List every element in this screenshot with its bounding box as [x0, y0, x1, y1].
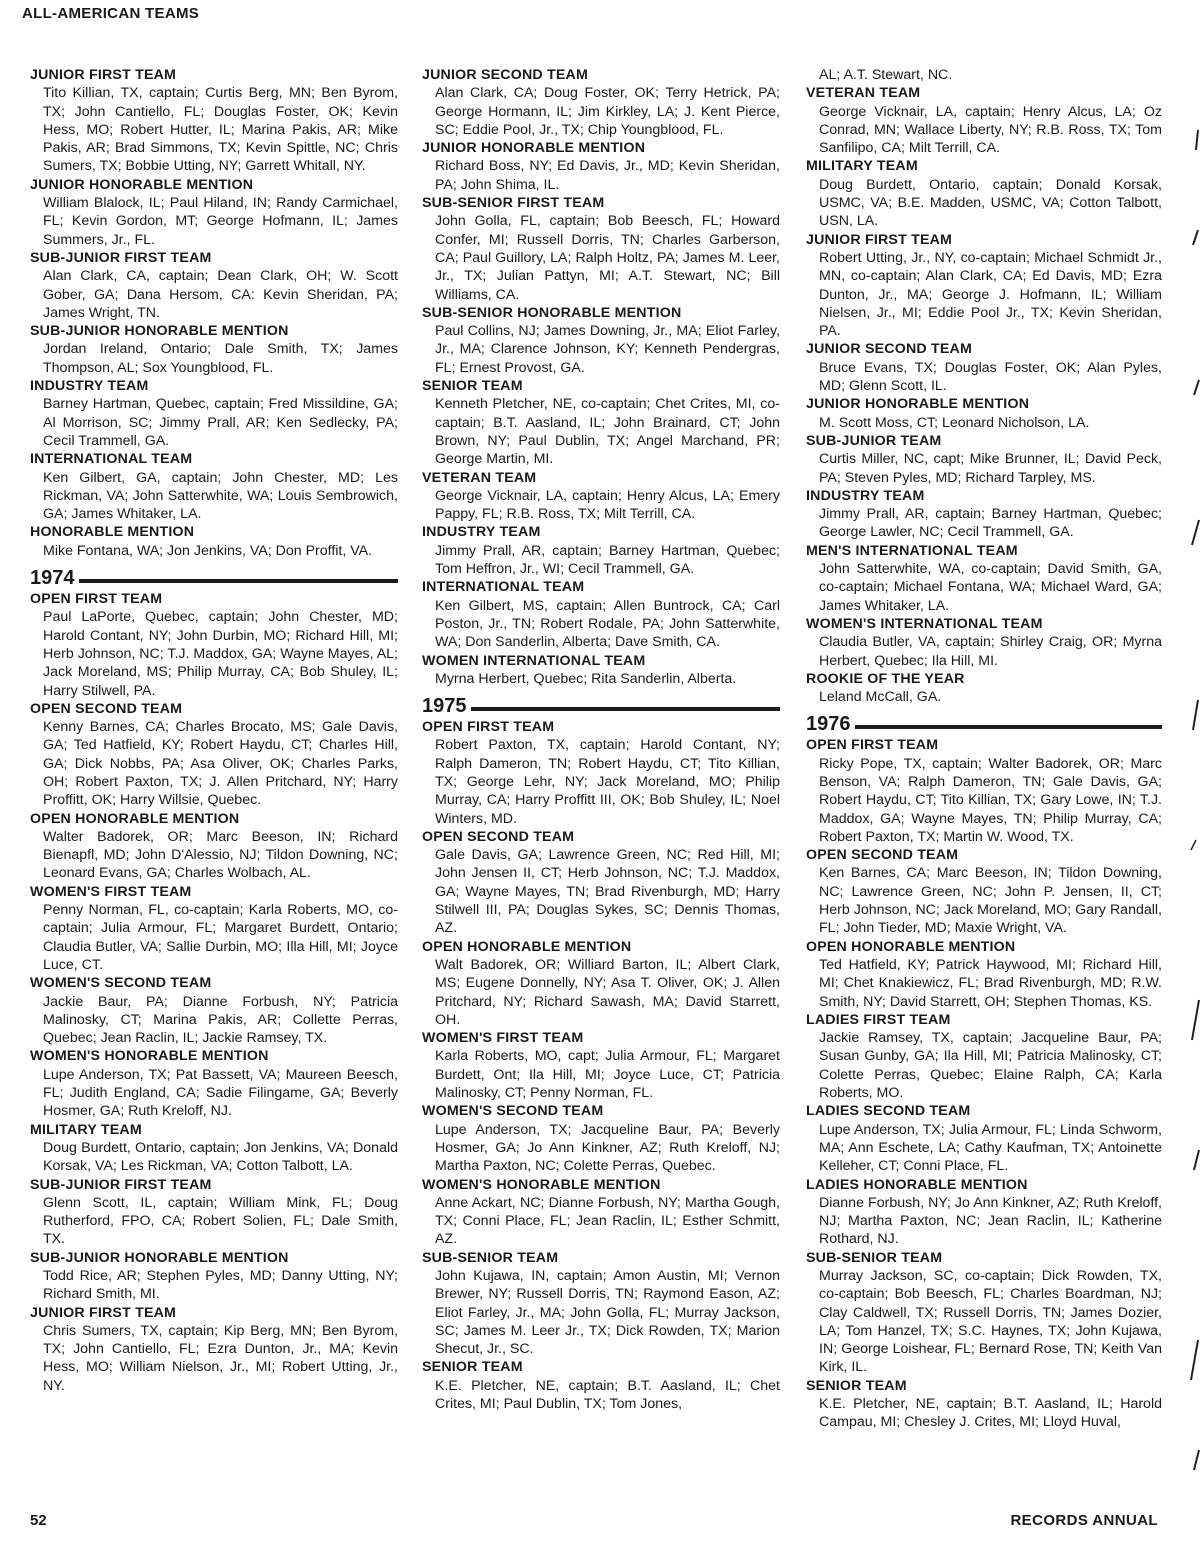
team-members: Anne Ackart, NC; Dianne Forbush, NY; Martha Gough, TX; Conni Place, FL; Jean Raclin, IL; Esther Schmitt, AZ.: [435, 1194, 780, 1248]
year-label: 1975: [422, 695, 467, 718]
team-members: Richard Boss, NY; Ed Davis, Jr., MD; Kevin Sheridan, PA; John Shima, IL.: [435, 158, 780, 193]
team-members: George Vicknair, LA, captain; Henry Alcus, LA; Oz Conrad, MN; Wallace Liberty, NY; R.B. Ross, TX; Tom Sanfilipo, CA; Milt Terrill, CA.: [819, 103, 1162, 157]
team-members: Ted Hatfield, KY; Patrick Haywood, MI; Richard Hill, MI; Chet Knakiewicz, FL; Brad Rivenburgh, MD; R.W. Smith, NY; David Starrett, OH; Stephen Thomas, KS.: [819, 956, 1162, 1010]
team-heading: SUB-SENIOR HONORABLE MENTION: [422, 304, 682, 321]
team-heading: OPEN SECOND TEAM: [30, 700, 183, 717]
team-members: Dianne Forbush, NY; Jo Ann Kinkner, AZ; Ruth Kreloff, NJ; Martha Paxton, NC; Jean Raclin, IL; Katherine Rothard, NJ.: [819, 1194, 1162, 1248]
team-members: Barney Hartman, Quebec, captain; Fred Missildine, GA; Al Morrison, SC; Jimmy Prall, AR; Ken Sedlecky, PA; Cecil Trammell, GA.: [43, 396, 398, 449]
team-members: Penny Norman, FL, co-captain; Karla Roberts, MO, co-captain; Julia Armour, FL; Margaret Burdett, Ontario; Claudia Butler, VA; Sallie Durbin, MO; Illa Hill, MI; Joyce Luce, CT.: [43, 902, 398, 973]
team-members: Myrna Herbert, Quebec; Rita Sanderlin, Alberta.: [435, 670, 737, 687]
team-heading: MILITARY TEAM: [806, 158, 918, 175]
year-rule: [855, 725, 1163, 729]
team-members: Murray Jackson, SC, co-captain; Dick Rowden, TX, co-captain; Bob Beesch, FL; Charles Boardman, NJ; Clay Caldwell, TX; Russell Dorris, TN; James Dozier, LA; Tom Hanzel, TX; S.C. Haynes, TX; John Kujawa, IN; George Loishear, FL; Bernard Rose, TN; Keith Van Kirk, IL.: [819, 1268, 1162, 1376]
team-heading: SENIOR TEAM: [422, 378, 523, 395]
team-heading: LADIES HONORABLE MENTION: [806, 1176, 1028, 1193]
year-heading: [422, 694, 780, 718]
team-heading: WOMEN'S FIRST TEAM: [30, 883, 192, 900]
team-heading: SUB-JUNIOR HONORABLE MENTION: [30, 323, 289, 340]
team-heading: SUB-SENIOR TEAM: [806, 1249, 943, 1266]
team-members: Ken Gilbert, MS, captain; Allen Buntrock, CA; Carl Poston, Jr., TN; Robert Rodale, PA; John Satterwhite, WA; Don Sanderlin, Alberta; Dave Smith, CA.: [435, 597, 780, 651]
year-heading: [806, 712, 1162, 736]
year-label: 1974: [30, 567, 75, 590]
team-members: AL; A.T. Stewart, NC.: [819, 67, 953, 83]
team-heading: INDUSTRY TEAM: [422, 524, 541, 541]
team-members: Jackie Ramsey, TX, captain; Jacqueline Baur, PA; Susan Gunby, GA; Ila Hill, MI; Patricia Malinosky, CT; Colette Perras, Quebec; Elaine Ralph, CA; Karla Roberts, MO.: [819, 1030, 1162, 1102]
team-heading: OPEN HONORABLE MENTION: [30, 810, 240, 827]
team-members: Jimmy Prall, AR, captain; Barney Hartman, Quebec; George Lawler, NC; Cecil Trammell, GA.: [819, 506, 1162, 541]
team-members: Kenny Barnes, CA; Charles Brocato, MS; Gale Davis, GA; Ted Hatfield, KY; Robert Haydu, CT; Charles Hill, GA; Dick Nobbs, PA; Asa Oliver, OK; Charles Parks, OH; Robert Paxton, TX; J. Allen Pritchard, NY; Harry Proffitt, OK; Harry Willsie, Quebec.: [43, 719, 398, 809]
team-heading: INTERNATIONAL TEAM: [30, 451, 193, 468]
team-heading: WOMEN'S FIRST TEAM: [422, 1030, 584, 1047]
team-members: Paul Collins, NJ; James Downing, Jr., MA; Eliot Farley, Jr., MA; Clarence Johnson, KY; Kenneth Pendergras, FL; Ernest Provost, GA.: [435, 323, 780, 376]
team-members: K.E. Pletcher, NE, captain; B.T. Aasland, IL; Harold Campau, MI; Chesley J. Crites, MI; Lloyd Huval,: [819, 1396, 1162, 1431]
team-members: Ken Gilbert, GA, captain; John Chester, MD; Les Rickman, VA; John Satterwhite, WA; Louis Sembrowich, GA; James Whitaker, LA.: [43, 469, 398, 523]
team-heading: WOMEN'S HONORABLE MENTION: [422, 1176, 661, 1193]
team-members: Jimmy Prall, AR, captain; Barney Hartman, Quebec; Tom Heffron, Jr., WI; Cecil Trammell, GA.: [435, 542, 780, 578]
team-heading: MEN'S INTERNATIONAL TEAM: [806, 542, 1018, 559]
team-heading: INDUSTRY TEAM: [30, 378, 149, 395]
team-members: John Satterwhite, WA, co-captain; David Smith, GA, co-captain; Michael Fontana, WA; Michael Ward, GA; James Whitaker, LA.: [819, 561, 1162, 614]
team-members: Todd Rice, AR; Stephen Pyles, MD; Danny Utting, NY; Richard Smith, MI.: [43, 1268, 398, 1303]
team-heading: WOMEN'S SECOND TEAM: [422, 1103, 604, 1120]
team-heading: OPEN FIRST TEAM: [422, 719, 555, 736]
column-middle: [422, 66, 780, 1413]
team-members: Ricky Pope, TX, captain; Walter Badorek, OR; Marc Benson, VA; Ralph Dameron, TN; Gale Davis, GA; Robert Haydu, CT; Tito Killian, TX; Gary Lowe, IN; T.J. Maddox, GA; Wayne Mayes, TN; Philip Murray, CA; Robert Paxton, TX; Martin W. Wood, TX.: [819, 755, 1162, 845]
team-heading: OPEN SECOND TEAM: [422, 828, 575, 845]
team-members: William Blalock, IL; Paul Hiland, IN; Randy Carmichael, FL; Kevin Gordon, MT; George Hofmann, IL; James Summers, Jr., FL.: [43, 195, 398, 248]
team-heading: JUNIOR HONORABLE MENTION: [806, 396, 1030, 413]
team-heading: OPEN HONORABLE MENTION: [806, 938, 1016, 955]
team-members: Robert Utting, Jr., NY, co-captain; Michael Schmidt Jr., MN, co-captain; Alan Clark, CA; Ed Davis, MD; Ezra Dunton, Jr., MA; George J. Hofmann, IL; William Nielsen, Jr., MI; Eddie Pool Jr., TX; Kevin Sheridan, PA.: [819, 249, 1162, 340]
team-members: John Kujawa, IN, captain; Amon Austin, MI; Vernon Brewer, NY; Russell Dorris, TN; Raymond Eason, AZ; Eliot Farley, Jr., MA; John Golla, FL; Murray Jackson, SC; James M. Leer Jr., TX; Dick Rowden, TX; Marion Shecut, Jr., SC.: [435, 1268, 780, 1358]
publication-name: RECORDS ANNUAL: [1010, 1512, 1158, 1529]
column-left: [30, 66, 398, 1395]
team-members: Leland McCall, GA.: [819, 689, 942, 706]
column-right: [806, 66, 1162, 1432]
year-rule: [471, 707, 781, 711]
team-heading: SENIOR TEAM: [422, 1359, 523, 1376]
team-heading: OPEN SECOND TEAM: [806, 847, 959, 864]
team-heading: VETERAN TEAM: [806, 85, 921, 102]
team-members: Doug Burdett, Ontario, captain; Donald Korsak, USMC, VA; B.E. Madden, USMC, VA; Cotton Talbott, USN, LA.: [819, 176, 1162, 230]
team-members: K.E. Pletcher, NE, captain; B.T. Aasland, IL; Chet Crites, MI; Paul Dublin, TX; Tom Jones,: [435, 1377, 780, 1413]
team-members: Robert Paxton, TX, captain; Harold Contant, NY; Ralph Dameron, TN; Robert Haydu, CT; Tito Killian, TX; George Lehr, NY; Jack Moreland, MO; Philip Murray, CA; Harry Proffitt III, OK; Bob Shuley, IL; Noel Winters, MD.: [435, 737, 780, 827]
team-members: Chris Sumers, TX, captain; Kip Berg, MN; Ben Byrom, TX; John Cantiello, FL; Ezra Dunton, Jr., MA; Kevin Hess, MO; William Nielson, Jr., MI; Robert Utting, Jr., NY.: [43, 1322, 398, 1394]
team-heading: SUB-JUNIOR HONORABLE MENTION: [30, 1249, 289, 1266]
page-number: 52: [30, 1512, 47, 1529]
team-heading: JUNIOR SECOND TEAM: [806, 341, 972, 358]
team-members: Karla Roberts, MO, capt; Julia Armour, FL; Margaret Burdett, Ont; Ila Hill, MI; Joyce Luce, CT; Patricia Malinosky, CT; Penny Norman, FL.: [435, 1048, 780, 1102]
year-label: 1976: [806, 713, 851, 736]
team-heading: SENIOR TEAM: [806, 1377, 907, 1394]
team-heading: SUB-JUNIOR TEAM: [806, 432, 942, 449]
team-members: Alan Clark, CA, captain; Dean Clark, OH; W. Scott Gober, GA; Dana Hersom, CA: Kevin Sheridan, PA; James Wright, TN.: [43, 268, 398, 321]
team-heading: WOMEN'S INTERNATIONAL TEAM: [806, 615, 1043, 632]
team-members: Paul LaPorte, Quebec, captain; John Chester, MD; Harold Contant, NY; John Durbin, MO; Richard Hill, MI; Herb Johnson, NC; T.J. Maddox, GA; Wayne Mayes, AL; Jack Moreland, MS; Philip Murray, CA; Bob Shuley, IL; Harry Stilwell, PA.: [43, 609, 398, 699]
scan-edge-marks: [1186, 0, 1200, 1562]
team-heading: JUNIOR FIRST TEAM: [806, 231, 953, 248]
team-heading: SUB-SENIOR FIRST TEAM: [422, 195, 605, 212]
team-heading: LADIES SECOND TEAM: [806, 1103, 971, 1120]
team-members: Gale Davis, GA; Lawrence Green, NC; Red Hill, MI; John Jensen II, CT; Herb Johnson, NC; T.J. Maddox, GA; Wayne Mayes, TN; Brad Rivenburgh, MD; Harry Stilwell III, PA; Douglas Sykes, SC; Dennis Thomas, AZ.: [435, 847, 780, 937]
team-members: John Golla, FL, captain; Bob Beesch, FL; Howard Confer, MI; Russell Dorris, TN; Charles Garberson, CA; Paul Guillory, LA; Ralph Holtz, PA; James M. Leer, Jr., TX; Julian Pattyn, MI; A.T. Stewart, NC; Bill Williams, CA.: [435, 213, 780, 303]
year-rule: [79, 579, 399, 583]
team-heading: OPEN FIRST TEAM: [30, 591, 163, 608]
team-members: Alan Clark, CA; Doug Foster, OK; Terry Hetrick, PA; George Hormann, IL; Jim Kirkley, LA; J. Kent Pierce, SC; Eddie Pool, Jr., TX; Chip Youngblood, FL.: [435, 85, 780, 138]
team-members: Tito Killian, TX, captain; Curtis Berg, MN; Ben Byrom, TX; John Cantiello, FL; Douglas Foster, OK; Kevin Hess, MO; Robert Hutter, IL; Marina Pakis, AR; Mike Pakis, AR; Brad Simmons, TX; Kevin Spittle, NC; Chris Sumers, TX; Bobbie Utting, NY; Garrett Whitall, NY.: [43, 85, 398, 175]
team-heading: WOMEN'S HONORABLE MENTION: [30, 1048, 269, 1065]
team-heading: JUNIOR HONORABLE MENTION: [30, 176, 254, 193]
team-members: Mike Fontana, WA; Jon Jenkins, VA; Don Proffit, VA.: [43, 542, 373, 559]
team-heading: INDUSTRY TEAM: [806, 487, 925, 504]
team-heading: SUB-JUNIOR FIRST TEAM: [30, 249, 212, 266]
team-members: Claudia Butler, VA, captain; Shirley Craig, OR; Myrna Herbert, Quebec; Ila Hill, MI.: [819, 634, 1162, 669]
team-heading: OPEN FIRST TEAM: [806, 737, 939, 754]
team-heading: SUB-SENIOR TEAM: [422, 1249, 559, 1266]
team-heading: HONORABLE MENTION: [30, 524, 195, 541]
team-members: Walter Badorek, OR; Marc Beeson, IN; Richard Bienapfl, MD; John D'Alessio, NJ; Tildon Downing, NC; Leonard Evans, GA; Charles Wolbach, AL.: [43, 828, 398, 882]
team-members: Glenn Scott, IL, captain; William Mink, FL; Doug Rutherford, FPO, CA; Robert Solien, FL; Dale Smith, TX.: [43, 1194, 398, 1248]
team-heading: SUB-JUNIOR FIRST TEAM: [30, 1176, 212, 1193]
team-heading: WOMEN INTERNATIONAL TEAM: [422, 652, 646, 669]
page-header: ALL-AMERICAN TEAMS: [22, 5, 200, 22]
team-heading: OPEN HONORABLE MENTION: [422, 938, 632, 955]
team-members: M. Scott Moss, CT; Leonard Nicholson, LA.: [819, 414, 1090, 431]
team-heading: JUNIOR FIRST TEAM: [30, 67, 177, 83]
team-members: Jackie Baur, PA; Dianne Forbush, NY; Patricia Malinosky, CT; Marina Pakis, AR; Collette Perras, Quebec; Jean Raclin, IL; Jackie Ramsey, TX.: [43, 993, 398, 1047]
team-members: Jordan Ireland, Ontario; Dale Smith, TX; James Thompson, AL; Sox Youngblood, FL.: [43, 341, 398, 376]
team-heading: JUNIOR FIRST TEAM: [30, 1304, 177, 1321]
team-heading: LADIES FIRST TEAM: [806, 1011, 951, 1028]
team-heading: MILITARY TEAM: [30, 1121, 142, 1138]
year-heading: [30, 566, 398, 590]
team-members: Ken Barnes, CA; Marc Beeson, IN; Tildon Downing, NC; Lawrence Green, NC; John P. Jensen, II, CT; Herb Johnson, NC; Jack Moreland, MO; Gary Randall, FL; John Tieder, MD; Maxie Wright, VA.: [819, 865, 1162, 937]
team-members: Lupe Anderson, TX; Pat Bassett, VA; Maureen Beesch, FL; Judith England, CA; Sadie Filingame, GA; Beverly Hosmer, GA; Ruth Kreloff, NJ.: [43, 1066, 398, 1120]
team-heading: JUNIOR HONORABLE MENTION: [422, 140, 646, 157]
team-members: Doug Burdett, Ontario, captain; Jon Jenkins, VA; Donald Korsak, VA; Les Rickman, VA; Cotton Talbott, LA.: [43, 1139, 398, 1175]
team-members: George Vicknair, LA, captain; Henry Alcus, LA; Emery Pappy, FL; R.B. Ross, TX; Milt Terrill, CA.: [435, 487, 780, 523]
team-heading: ROOKIE OF THE YEAR: [806, 670, 965, 687]
team-heading: INTERNATIONAL TEAM: [422, 579, 585, 596]
team-heading: JUNIOR SECOND TEAM: [422, 67, 588, 83]
team-members: Lupe Anderson, TX; Jacqueline Baur, PA; Beverly Hosmer, GA; Jo Ann Kinkner, AZ; Ruth Kreloff, NJ; Martha Paxton, NC; Colette Perras, Quebec.: [435, 1121, 780, 1175]
team-members: Bruce Evans, TX; Douglas Foster, OK; Alan Pyles, MD; Glenn Scott, IL.: [819, 359, 1162, 395]
team-members: Lupe Anderson, TX; Julia Armour, FL; Linda Schworm, MA; Ann Eschete, LA; Cathy Kaufman, TX; Antoinette Kelleher, CT; Conni Place, FL.: [819, 1121, 1162, 1175]
team-heading: VETERAN TEAM: [422, 469, 537, 486]
team-heading: WOMEN'S SECOND TEAM: [30, 975, 212, 992]
team-members: Walt Badorek, OR; Williard Barton, IL; Albert Clark, MS; Eugene Donnelly, NY; Asa T. Oliver, OK; J. Allen Pritchard, NY; Richard Sawash, MA; David Starrett, OH.: [435, 956, 780, 1028]
team-members: Kenneth Pletcher, NE, co-captain; Chet Crites, MI, co-captain; B.T. Aasland, IL; John Brainard, CT; John Brown, NY; Paul Dublin, TX; Angel Marchand, PR; George Martin, MI.: [435, 396, 780, 468]
team-members: Curtis Miller, NC, capt; Mike Brunner, IL; David Peck, PA; Steven Pyles, MD; Richard Tarpley, MS.: [819, 451, 1162, 486]
